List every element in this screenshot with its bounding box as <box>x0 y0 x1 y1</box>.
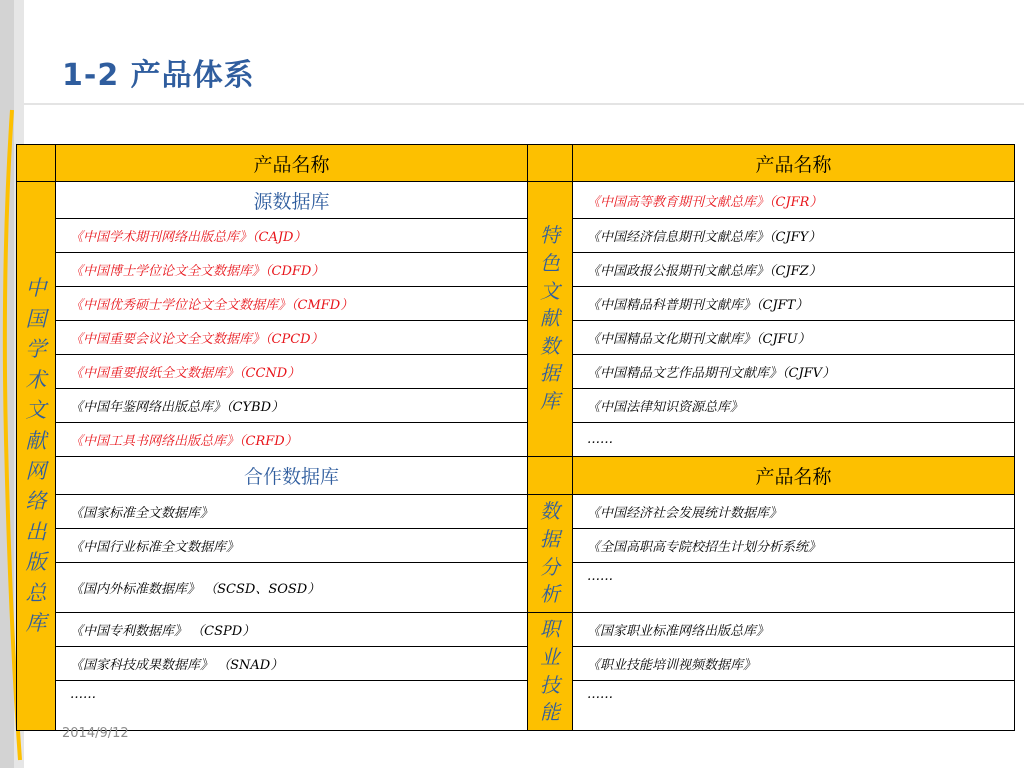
table-row <box>17 529 1015 563</box>
title-divider <box>24 103 1024 105</box>
coop-db-label: 合作数据库 <box>56 457 528 495</box>
source-item: 《中国优秀硕士学位论文全文数据库》（CMFD） <box>56 287 528 321</box>
special-item: 《中国精品科普期刊文献库》（CJFT） <box>573 287 1015 321</box>
header-right: 产品名称 <box>573 145 1015 182</box>
source-db-label: 源数据库 <box>56 182 528 219</box>
source-item: 《中国博士学位论文全文数据库》（CDFD） <box>56 253 528 287</box>
corner-cell <box>528 145 573 182</box>
left-group-label <box>17 182 56 731</box>
corner-cell <box>528 457 573 495</box>
table-row <box>17 457 1015 495</box>
header-right-2: 产品名称 <box>573 457 1015 495</box>
coop-item: 《中国专利数据库》 （CSPD） <box>56 613 528 647</box>
analysis-item: 《中国经济社会发展统计数据库》 <box>573 495 1015 529</box>
left-group-label-text: 中国学术文献网络出版总库 <box>25 276 47 636</box>
source-item: 《中国工具书网络出版总库》（CRFD） <box>56 423 528 457</box>
table-row <box>17 423 1015 457</box>
source-item: 《中国年鉴网络出版总库》（CYBD） <box>56 389 528 423</box>
table-row <box>17 389 1015 423</box>
vocation-item: 《职业技能培训视频数据库》 <box>573 647 1015 681</box>
table-row <box>17 681 1015 731</box>
vocation-item: …… <box>573 681 1015 731</box>
analysis-item: 《全国高职高专院校招生计划分析系统》 <box>573 529 1015 563</box>
special-label <box>528 182 573 457</box>
coop-item: 《国内外标准数据库》 （SCSD、SOSD） <box>56 563 528 613</box>
table-row <box>17 219 1015 253</box>
coop-item: 《中国行业标准全文数据库》 <box>56 529 528 563</box>
slide-title: 1-2 产品体系 <box>62 58 255 93</box>
source-item: 《中国重要会议论文全文数据库》（CPCD） <box>56 321 528 355</box>
table-row <box>17 145 1015 182</box>
analysis-item: …… <box>573 563 1015 613</box>
table-row <box>17 287 1015 321</box>
corner-cell <box>17 145 56 182</box>
special-item: 《中国法律知识资源总库》 <box>573 389 1015 423</box>
special-item: …… <box>573 423 1015 457</box>
vocation-label-text: 职业技能 <box>540 617 560 725</box>
analysis-label-text: 数据分析 <box>540 499 560 607</box>
special-item: 《中国政报公报期刊文献总库》（CJFZ） <box>573 253 1015 287</box>
coop-item: 《国家科技成果数据库》 （SNAD） <box>56 647 528 681</box>
table-row <box>17 253 1015 287</box>
table-row <box>17 613 1015 647</box>
table-row <box>17 321 1015 355</box>
special-item: 《中国高等教育期刊文献总库》（CJFR） <box>573 182 1015 219</box>
source-item: 《中国学术期刊网络出版总库》（CAJD） <box>56 219 528 253</box>
special-item: 《中国精品文艺作品期刊文献库》（CJFV） <box>573 355 1015 389</box>
coop-item: 《国家标准全文数据库》 <box>56 495 528 529</box>
special-item: 《中国精品文化期刊文献库》（CJFU） <box>573 321 1015 355</box>
table-row <box>17 495 1015 529</box>
vocation-label <box>528 613 573 731</box>
table-row <box>17 182 1015 219</box>
table-row <box>17 563 1015 613</box>
coop-item: …… <box>56 681 528 731</box>
vocation-item: 《国家职业标准网络出版总库》 <box>573 613 1015 647</box>
source-item: 《中国重要报纸全文数据库》（CCND） <box>56 355 528 389</box>
table-row <box>17 647 1015 681</box>
special-label-text: 特色文献数据库 <box>540 223 560 413</box>
special-item: 《中国经济信息期刊文献总库》（CJFY） <box>573 219 1015 253</box>
table-row <box>17 355 1015 389</box>
product-system-table <box>16 144 1015 731</box>
slide-date: 2014/9/12 <box>62 726 129 741</box>
analysis-label <box>528 495 573 613</box>
header-left: 产品名称 <box>56 145 528 182</box>
